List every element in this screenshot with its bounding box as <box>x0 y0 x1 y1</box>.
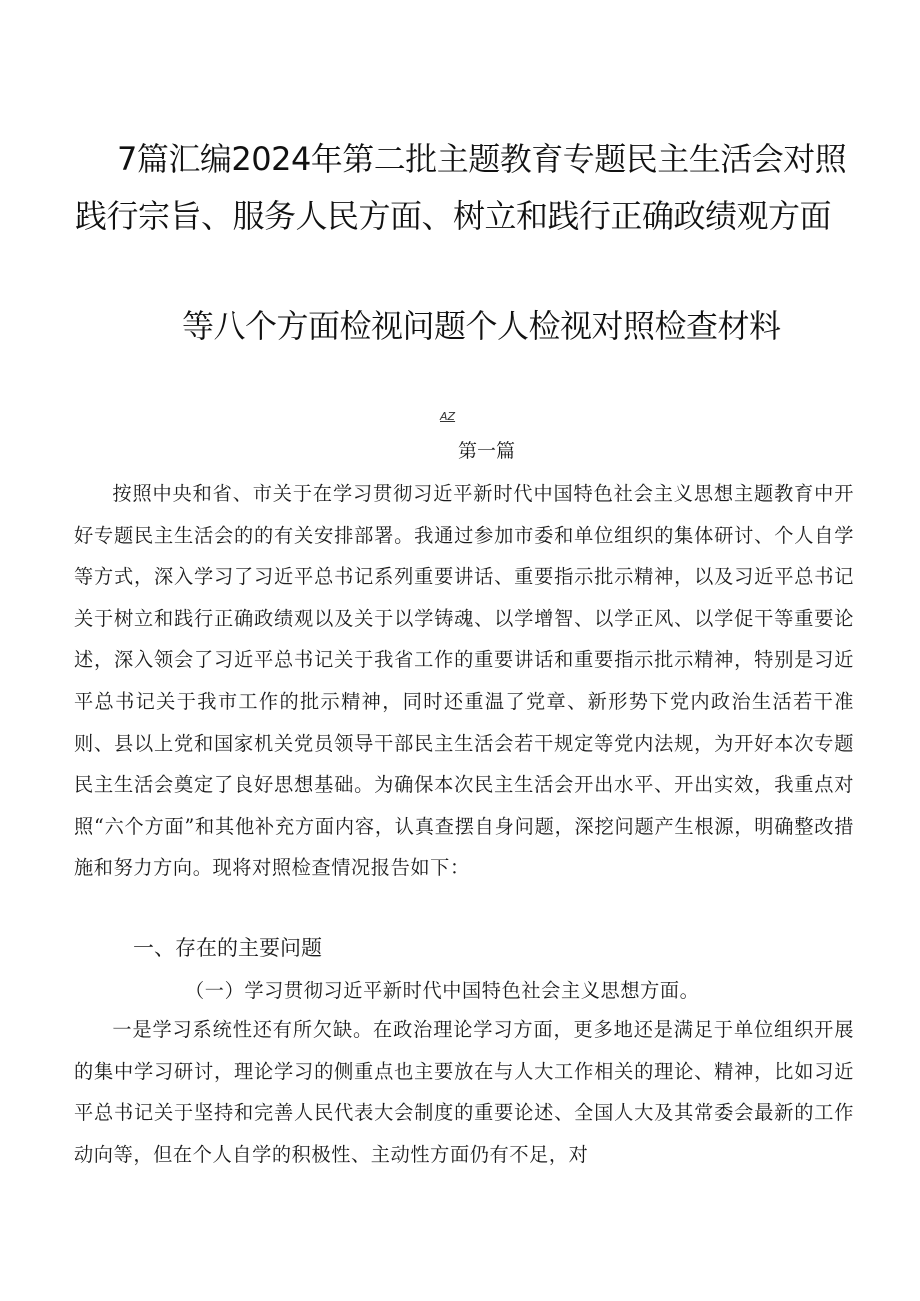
subsection-heading: （一）学习贯彻习近平新时代中国特色社会主义思想方面。 <box>185 979 700 1002</box>
section-ornament: AZ <box>440 410 456 423</box>
document-title-line-3: 等八个方面检视问题个人检视对照检查材料 <box>182 307 781 345</box>
document-title-line-1: 7篇汇编2024年第二批主题教育专题民主生活会对照 <box>117 140 847 178</box>
section-subtitle: 第一篇 <box>458 440 516 462</box>
intro-paragraph: 按照中央和省、市关于在学习贯彻习近平新时代中国特色社会主义思想主题教育中开好专题民主生活会的的有关安排部署。我通过参加市委和单位组织的集体研讨、个人自学等方式，深入学习了习近平总书记系列重要讲话、重要指示批示精神，以及习近平总书记关于树立和践行正确政绩观以及关于以学铸魂、以学增智、以学正风、以学促干等重要论述，深入领会了习近平总书记关于我省工作的重要讲话和重要指示批示精神，特别是习近平总书记关于我市工作的批示精神，同时还重温了党章、新形势下党内政治生活若干准则、县以上党和国家机关党员领导干部民主生活会若干规定等党内法规，为开好本次专题民主生活会奠定了良好思想基础。为确保本次民主生活会开出水平、开出实效，我重点对照“六个方面”和其他补充方面内容，认真查摆自身问题，深挖问题产生根源，明确整改措施和努力方向。现将对照检查情况报告如下： <box>74 482 854 880</box>
section-heading: 一、存在的主要问题 <box>133 936 322 960</box>
body-paragraph: 一是学习系统性还有所欠缺。在政治理论学习方面，更多地还是满足于单位组织开展的集中学习研讨，理论学习的侧重点也主要放在与人大工作相关的理论、精神，比如习近平总书记关于坚持和完善人民代表大会制度的重要论述、全国人大及其常委会最新的工作动向等，但在个人自学的积极性、主动性方面仍有不足，对 <box>74 1018 854 1166</box>
document-title-line-2: 践行宗旨、服务人民方面、树立和践行正确政绩观方面 <box>75 197 832 235</box>
